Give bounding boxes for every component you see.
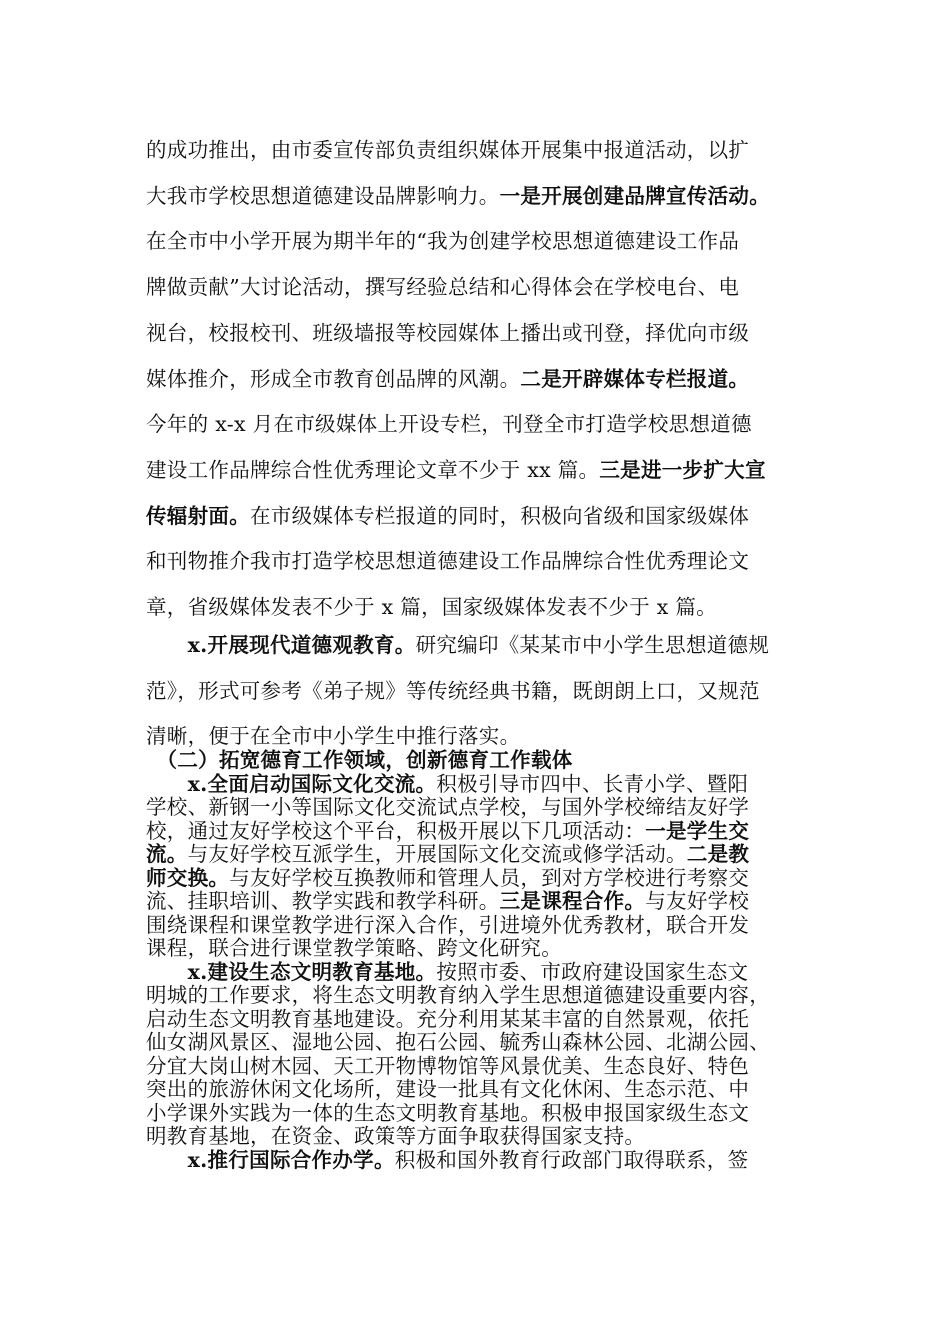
text-segment: 范》，形式可参考《弟子规》等传统经典书籍，既朗朗上口，又规范 [146,678,760,703]
text-line [146,984,770,1007]
text-line [146,320,749,346]
bold-text-segment: （二）拓宽德育工作领域，创新德育工作载体 [146,748,573,772]
bold-text-segment: 师交换。 [146,865,230,890]
text-segment: 积极和国外教育行政部门取得联系，签 [394,1147,749,1172]
bold-text-segment: 一是学生交 [645,818,750,843]
text-segment: 章，省级媒体发表不少于 x 篇，国家级媒体发表不少于 x 篇。 [146,595,717,619]
text-segment: 启动生态文明教育基地建设。充分利用某某丰富的自然景观，依托 [146,1006,750,1031]
text-segment: 与友好学校互派学生，开展国际文化交流或修学活动。 [187,842,687,866]
text-segment: 明教育基地，在资金、政策等方面争取获得国家支持。 [146,1124,646,1148]
text-segment: 研究编印《某某市中小学生思想道德规 [415,633,770,657]
text-segment: 与友好学校 [645,889,750,913]
text-line [146,678,760,704]
bold-text-segment: x.建设生态文明教育基地。 [146,959,437,984]
bold-text-segment: 三是进一步扩大宣 [599,457,766,482]
text-segment: 清晰，便于在全市中小学生中推行落实。 [146,724,521,748]
text-line [146,228,739,254]
text-segment: 建设工作品牌综合性优秀理论文章不少于 xx 篇。 [146,457,600,482]
text-segment: 分宜大岗山树木园、天工开物博物馆等风景优美、生态良好、特色 [146,1053,750,1078]
text-line [146,914,749,937]
text-line [146,1125,645,1148]
text-segment: 今年的 x-x 月在市级媒体上开设专栏，刊登全市打造学校思想道德 [146,412,752,437]
text-line [146,411,752,437]
bold-text-segment: 二是开辟媒体专栏报道。 [520,366,750,391]
text-segment: 在全市中小学开展为期半年的“我为创建学校思想道德建设工作品 [146,229,740,254]
text-line [146,843,749,866]
text-line [146,1078,749,1101]
text-line [146,773,748,796]
text-line [146,594,717,620]
bold-text-segment: 流。 [146,842,188,866]
text-line [146,796,749,819]
text-line [146,723,520,749]
text-line [146,890,749,913]
text-segment: 积极引导市四中、长青小学、暨阳 [436,771,749,796]
text-line [146,457,766,483]
bold-text-segment: 传辐射面。 [146,503,250,528]
text-line [146,1149,748,1172]
text-segment: 和刊物推介我市打造学校思想道德建设工作品牌综合性优秀理论文 [146,549,750,574]
text-line [146,749,573,772]
text-line [146,632,769,658]
text-line [146,1102,749,1125]
text-segment: 围绕课程和课堂教学进行深入合作，引进境外优秀教材，联合开发 [146,912,750,937]
text-segment: 流、挂职培训、教学实践和教学科研。 [146,889,500,913]
text-segment: 突出的旅游休闲文化场所，建设一批具有文化休闲、生态示范、中 [146,1077,750,1101]
text-line [146,820,749,843]
text-segment: 与友好学校互换教师和管理人员，到对方学校进行考察交 [229,865,750,890]
bold-text-segment: 二是教 [686,842,750,866]
bold-text-segment: x.开展现代道德观教育。 [146,633,416,657]
text-line [146,937,562,960]
text-line [146,137,749,163]
text-segment: 明城的工作要求，将生态文明教育纳入学生思想道德建设重要内容， [146,983,770,1007]
text-segment: 课程，联合进行课堂教学策略、跨文化研究。 [146,936,562,960]
text-line [146,1008,749,1031]
text-segment: 按照市委、市政府建设国家生态文 [436,959,749,984]
bold-text-segment: 一是开展创建品牌宣传活动。 [499,183,771,208]
text-segment: 小学课外实践为一体的生态文明教育基地。积极申报国家级生态文 [146,1100,750,1125]
text-line [146,274,739,300]
text-segment: 的成功推出，由市委宣传部负责组织媒体开展集中报道活动，以扩 [146,138,750,162]
text-line [146,503,749,529]
text-segment: 牌做贡献”大讨论活动，撰写经验总结和心得体会在学校电台、电 [146,275,740,300]
text-line [146,183,770,209]
text-segment: 大我市学校思想道德建设品牌影响力。 [146,183,500,208]
bold-text-segment: x.推行国际合作办学。 [146,1147,395,1172]
text-line [146,1055,749,1078]
text-segment: 媒体推介，形成全市教育创品牌的风潮。 [146,366,521,391]
text-segment: 学校、新钢一小等国际文化交流试点学校，与国外学校缔结友好学 [146,795,750,819]
bold-text-segment: 三是课程合作。 [499,889,646,913]
text-segment: 在市级媒体专栏报道的同时，积极向省级和国家级媒体 [250,503,750,528]
text-segment: 仙女湖风景区、湿地公园、抱石公园、毓秀山森林公园、北湖公园、 [146,1030,770,1054]
text-segment: 视台，校报校刊、班级墙报等校园媒体上播出或刊登，择优向市级 [146,320,750,345]
text-line [146,366,749,392]
text-segment: 校，通过友好学校这个平台，积极开展以下几项活动： [146,818,646,843]
text-line [146,1031,770,1054]
text-line [146,867,749,890]
bold-text-segment: x.全面启动国际文化交流。 [146,771,437,796]
text-line [146,961,748,984]
text-line [146,548,749,574]
